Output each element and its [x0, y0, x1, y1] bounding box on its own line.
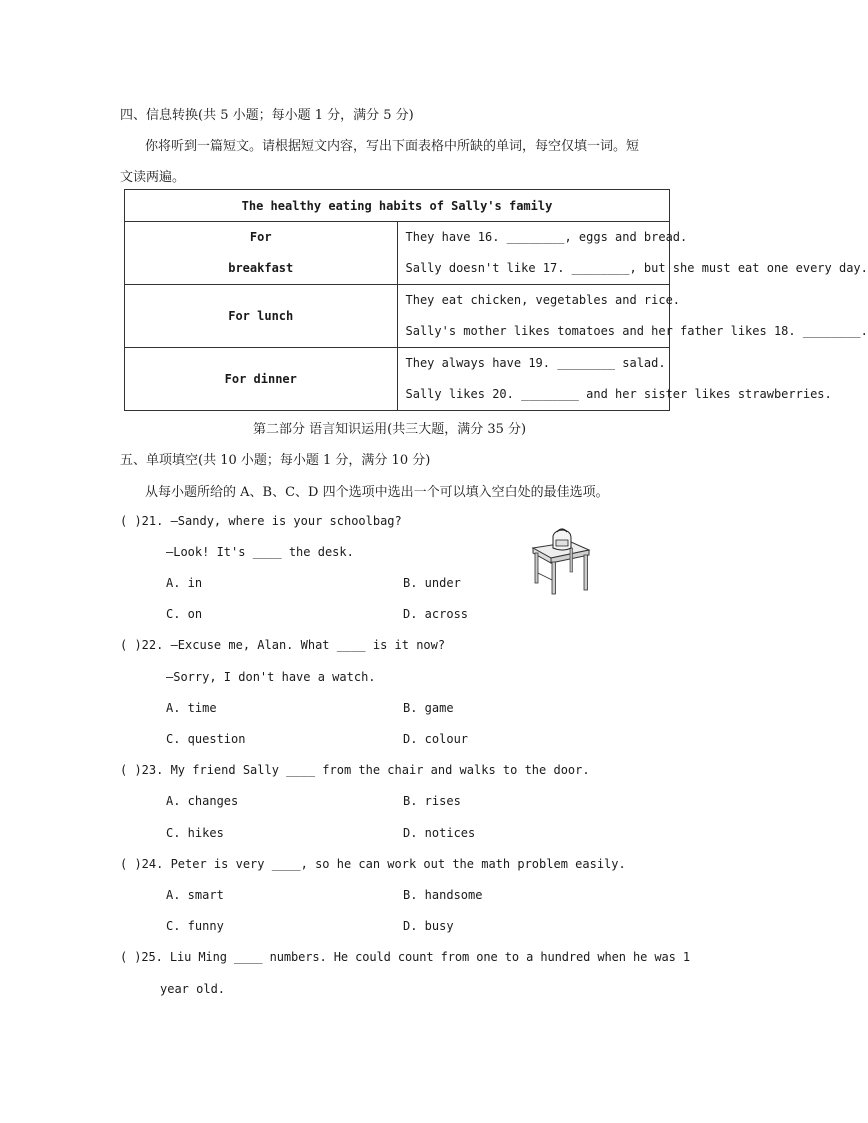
section4-instruction-cont: 文读两遍。: [120, 170, 186, 185]
question-22-option-b[interactable]: B. game: [403, 701, 454, 715]
question-24-option-b[interactable]: B. handsome: [403, 888, 483, 902]
table-row: [125, 222, 670, 285]
question-23-option-d[interactable]: D. notices: [403, 826, 476, 840]
blank-16-line[interactable]: They have 16. ________, eggs and bread.: [405, 230, 688, 244]
section4-heading: 四、信息转换(共 5 小题；每小题 1 分，满分 5 分): [120, 108, 414, 123]
blank-20-line[interactable]: Sally likes 20. ________ and her sister likes strawberries.: [405, 387, 832, 401]
question-25-stem-cont: year old.: [160, 982, 226, 996]
row-label-text: For dinner: [224, 371, 297, 386]
question-22-stem-reply: —Sorry, I don't have a watch.: [166, 670, 376, 684]
row-label-text: For lunch: [228, 308, 294, 323]
question-23-option-c[interactable]: C. hikes: [166, 826, 224, 840]
section5-instruction: 从每小题所给的 A、B、C、D 四个选项中选出一个可以填入空白处的最佳选项。: [145, 485, 609, 500]
question-21-option-b[interactable]: B. under: [403, 576, 461, 590]
question-22-option-c[interactable]: C. question: [166, 732, 246, 746]
question-22-stem: ( )22. —Excuse me, Alan. What ____ is it now?: [120, 638, 446, 652]
question-21-stem: ( )21. —Sandy, where is your schoolbag?: [120, 514, 402, 528]
question-24-stem: ( )24. Peter is very ____, so he can work out the math problem easily.: [120, 857, 626, 871]
row-label-lunch: [125, 285, 398, 348]
question-21-option-c[interactable]: C. on: [166, 607, 203, 621]
row-label-dinner: [125, 348, 398, 411]
desk-with-schoolbag-illustration: [527, 528, 593, 596]
question-23-stem: ( )23. My friend Sally ____ from the chair and walks to the door.: [120, 763, 590, 777]
row-content: [397, 348, 832, 411]
question-21-option-d[interactable]: D. across: [403, 607, 469, 621]
question-24-option-a[interactable]: A. smart: [166, 888, 224, 902]
section5-heading: 五、单项填空(共 10 小题；每小题 1 分，满分 10 分): [120, 453, 431, 468]
table-row: [125, 285, 670, 348]
part2-title: 第二部分 语言知识运用(共三大题，满分 35 分): [253, 422, 527, 437]
row-label-text: breakfast: [228, 261, 294, 275]
row-label-text: For: [249, 230, 272, 244]
question-23-option-b[interactable]: B. rises: [403, 794, 461, 808]
question-22-option-d[interactable]: D. colour: [403, 732, 469, 746]
table-row: [125, 348, 670, 411]
row-content: [397, 285, 868, 348]
blank-19-line[interactable]: They always have 19. ________ salad.: [405, 356, 666, 370]
section4-instruction: 你将听到一篇短文。请根据短文内容，写出下面表格中所缺的单词，每空仅填一词。短: [145, 139, 640, 154]
question-21-stem-reply: —Look! It's ____ the desk.: [166, 545, 354, 559]
question-21-option-a[interactable]: A. in: [166, 576, 203, 590]
question-25-stem: ( )25. Liu Ming ____ numbers. He could count from one to a hundred when he was 1: [120, 950, 690, 964]
row-content: [397, 222, 868, 285]
question-24-option-c[interactable]: C. funny: [166, 919, 224, 933]
blank-18-line[interactable]: Sally's mother likes tomatoes and her father likes 18. ________.: [405, 324, 868, 338]
table-title: The healthy eating habits of Sally's family: [125, 190, 670, 222]
row-label-breakfast: [125, 222, 398, 285]
info-table: [124, 189, 868, 411]
question-24-option-d[interactable]: D. busy: [403, 919, 454, 933]
question-23-option-a[interactable]: A. changes: [166, 794, 239, 808]
question-22-option-a[interactable]: A. time: [166, 701, 217, 715]
blank-17-line[interactable]: Sally doesn't like 17. ________, but she must eat one every day.: [405, 261, 868, 275]
row-text-line: They eat chicken, vegetables and rice.: [405, 293, 681, 307]
